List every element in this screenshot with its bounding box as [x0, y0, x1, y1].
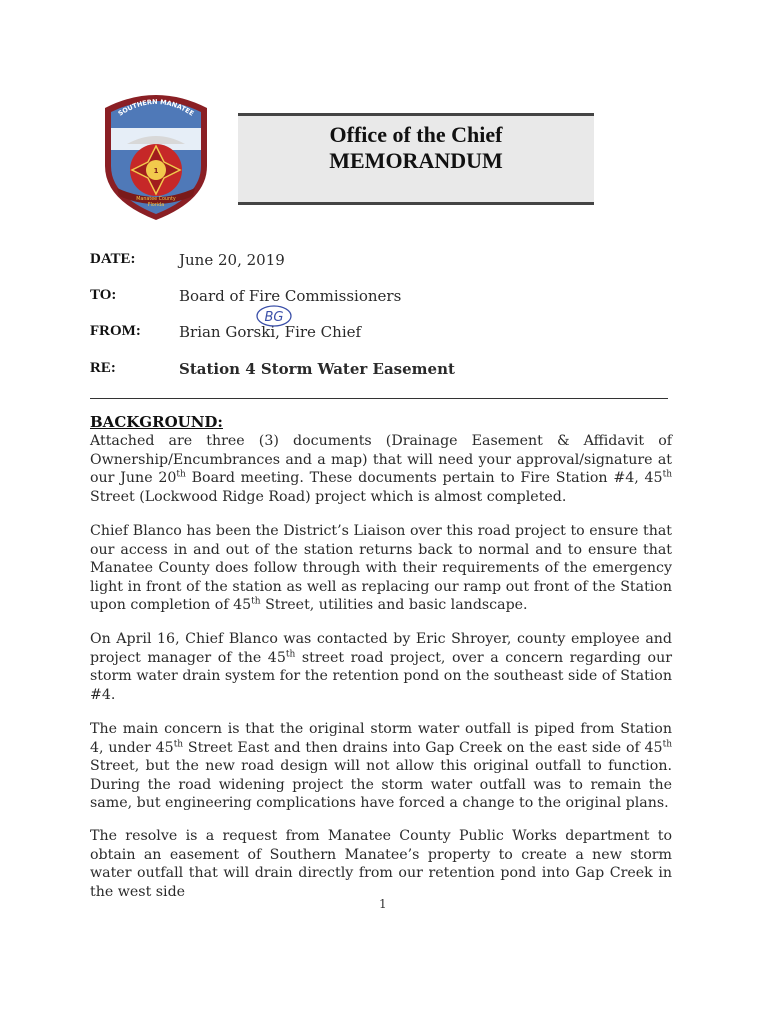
from-value: Brian Gorski, Fire Chief	[179, 323, 362, 341]
date-label: DATE:	[90, 251, 136, 267]
memo-header	[238, 113, 594, 205]
office-title: Office of the Chief	[329, 122, 503, 147]
page-number: 1	[379, 897, 387, 911]
memorandum-title: MEMORANDUM	[329, 148, 503, 173]
paragraph-4: The main concern is that the original storm water outfall is piped from Station 4, under 45th Street East and then drains into Gap Creek on the east side of 45th Street, but the new road design will not allow this original outfall to function. During the road widening project the storm water outfall was to remain the same, but engineering complications have forced a change to the original plans.	[90, 721, 672, 811]
section-divider	[90, 398, 668, 399]
paragraph-3: On April 16, Chief Blanco was contacted by Eric Shroyer, county employee and project manager of the 45th street road project, over a concern regarding our storm water drain system for the retention pond on the southeast side of Station #4.	[90, 631, 672, 703]
paragraph-2: Chief Blanco has been the District’s Liaison over this road project to ensure that our access in and out of the station returns back to normal and to ensure that Manatee County does follow through with their requirements of the emergency light in front of the station as well as replacing our ramp out front of the Station upon completion of 45th Street, utilities and basic landscape.	[90, 523, 672, 613]
background-heading: BACKGROUND:	[90, 413, 223, 431]
re-label: RE:	[90, 360, 116, 376]
to-value: Board of Fire Commissioners	[179, 287, 402, 305]
to-label: TO:	[90, 287, 117, 303]
logo-state-text: Florida	[147, 203, 165, 208]
date-value: June 20, 2019	[179, 251, 285, 269]
re-value: Station 4 Storm Water Easement	[179, 360, 455, 378]
paragraph-1: Attached are three (3) documents (Drainage Easement & Affidavit of Ownership/Encumbrances and a map) that will need your approval/signature at our June 20th Board meeting. These documents pertain to Fire Station #4, 45th Street (Lockwood Ridge Road) project which is almost completed.	[90, 433, 672, 505]
paragraph-5: The resolve is a request from Manatee County Public Works department to obtain an easement of Southern Manatee’s property to create a new storm water outfall that will drain directly from our retention pond into Gap Creek in the west side	[90, 828, 672, 900]
logo-badge-number: 1	[153, 167, 159, 175]
fire-district-logo	[97, 88, 215, 222]
initials-text: BG	[264, 310, 284, 325]
from-label: FROM:	[90, 323, 141, 339]
logo-county-text: Manatee County	[136, 197, 176, 202]
logo-arc-text: SOUTHERN MANATEE	[116, 97, 196, 118]
handwritten-initials	[254, 303, 294, 329]
